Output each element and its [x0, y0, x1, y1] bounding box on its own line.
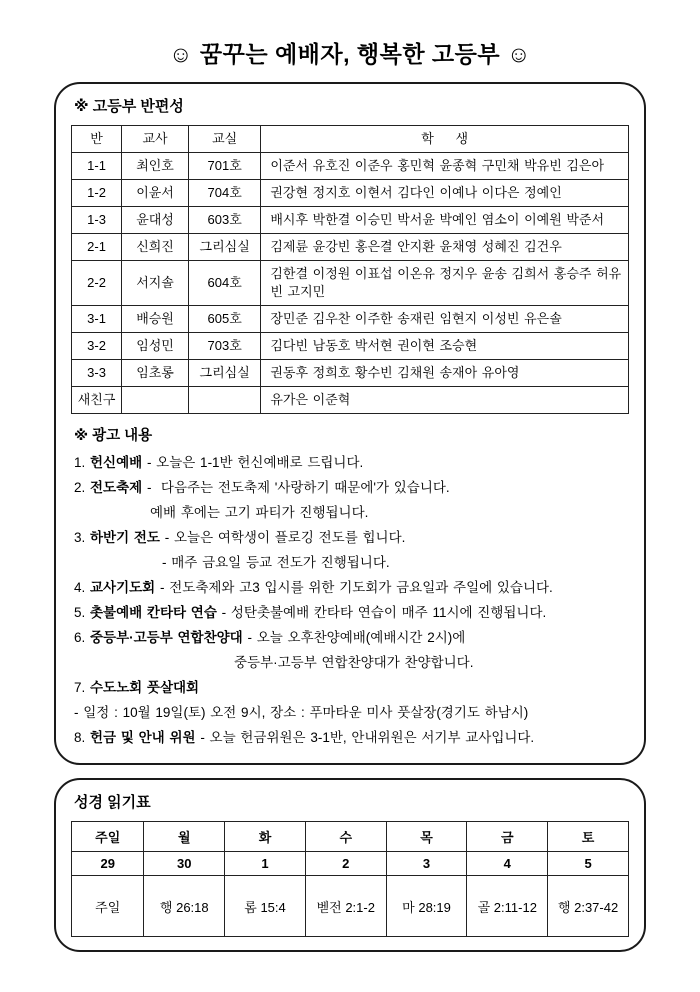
roster-cell-teacher: 임성민 — [122, 333, 189, 360]
roster-cell-room — [188, 387, 260, 414]
roster-row — [72, 360, 629, 387]
roster-cell-class: 2-2 — [72, 261, 122, 306]
announcement-line-3: 3. 하반기 전도 - 오늘은 여학생이 플로깅 전도를 힙니다. — [74, 530, 406, 545]
announcement-line-8: 8. 헌금 및 안내 위원 - 오늘 헌금위원은 3-1반, 안내위원은 서기부 교사입니다. — [74, 730, 535, 745]
roster-cell-students: 유가은 이준혁 — [261, 387, 629, 414]
roster-cell-room: 603호 — [188, 207, 260, 234]
bible-dates-row — [72, 852, 629, 876]
roster-cell-room: 605호 — [188, 306, 260, 333]
roster-header-room: 교실 — [188, 126, 260, 153]
bible-table — [71, 821, 629, 937]
bible-reading-cell: 마 28:19 — [386, 876, 467, 937]
roster-header-students: 학 생 — [261, 126, 629, 153]
bible-date-cell: 29 — [72, 852, 144, 876]
roster-cell-class: 3-2 — [72, 333, 122, 360]
bible-reading-box — [54, 778, 646, 952]
bible-reading-cell: 행 2:37-42 — [548, 876, 629, 937]
roster-cell-teacher: 배승원 — [122, 306, 189, 333]
roster-cell-class: 새친구 — [72, 387, 122, 414]
roster-row — [72, 306, 629, 333]
roster-header-class: 반 — [72, 126, 122, 153]
bible-day-header: 월 — [144, 822, 225, 852]
bible-date-cell: 1 — [225, 852, 306, 876]
bible-day-header: 수 — [305, 822, 386, 852]
announcement-line-3-cont: - 매주 금요일 등교 전도가 진행됩니다. — [162, 555, 390, 570]
bible-day-header: 목 — [386, 822, 467, 852]
bible-reading-cell: 골 2:11-12 — [467, 876, 548, 937]
roster-cell-teacher: 신희진 — [122, 234, 189, 261]
bible-date-cell: 3 — [386, 852, 467, 876]
roster-cell-students: 김한결 이정원 이표섭 이온유 정지우 윤송 김희서 홍승주 허유빈 고지민 — [261, 261, 629, 306]
bible-date-cell: 2 — [305, 852, 386, 876]
announcement-line-4: 4. 교사기도회 - 전도축제와 고3 입시를 위한 기도회가 금요일과 주일에 있습니다. — [74, 580, 553, 595]
roster-cell-students: 김다빈 남동호 박서현 권이현 조승현 — [261, 333, 629, 360]
roster-cell-students: 권동후 정희호 황수빈 김채원 송재아 유아영 — [261, 360, 629, 387]
bible-date-cell: 4 — [467, 852, 548, 876]
bible-date-cell: 5 — [548, 852, 629, 876]
bible-day-header: 금 — [467, 822, 548, 852]
roster-cell-room: 그리심실 — [188, 360, 260, 387]
roster-row — [72, 207, 629, 234]
announcement-line-7-cont: - 일정 : 10월 19일(토) 오전 9시, 장소 : 푸마타운 미사 풋살장(경기도 하남시) — [74, 705, 529, 720]
roster-cell-class: 3-1 — [72, 306, 122, 333]
roster-row — [72, 234, 629, 261]
roster-cell-class: 1-2 — [72, 180, 122, 207]
bible-reading-cell: 벧전 2:1-2 — [305, 876, 386, 937]
roster-row — [72, 180, 629, 207]
roster-cell-students: 배시후 박한결 이승민 박서윤 박예인 염소이 이예원 박준서 — [261, 207, 629, 234]
bible-section-title: 성경 읽기표 — [74, 794, 151, 811]
roster-cell-room: 그리심실 — [188, 234, 260, 261]
bible-reading-cell: 주일 — [72, 876, 144, 937]
announcement-line-1: 1. 헌신예배 - 오늘은 1-1반 헌신예배로 드립니다. — [74, 455, 364, 470]
roster-announcements-box — [54, 82, 646, 765]
bible-date-cell: 30 — [144, 852, 225, 876]
bible-day-header: 주일 — [72, 822, 144, 852]
roster-cell-teacher: 임초롱 — [122, 360, 189, 387]
roster-cell-students: 장민준 김우찬 이주한 송재린 임현지 이성빈 유은솔 — [261, 306, 629, 333]
bible-day-header: 화 — [225, 822, 306, 852]
bible-day-header: 토 — [548, 822, 629, 852]
roster-cell-teacher: 이윤서 — [122, 180, 189, 207]
roster-cell-teacher — [122, 387, 189, 414]
roster-cell-students: 권강현 정지호 이현서 김다인 이예나 이다은 정예인 — [261, 180, 629, 207]
roster-header-teacher: 교사 — [122, 126, 189, 153]
announcements-section-title: ※ 광고 내용 — [74, 428, 153, 444]
bible-reading-cell: 롬 15:4 — [225, 876, 306, 937]
roster-cell-teacher: 서지솔 — [122, 261, 189, 306]
roster-row — [72, 387, 629, 414]
page-title: ☺ 꿈꾸는 예배자, 행복한 고등부 ☺ — [169, 41, 531, 67]
roster-cell-room: 703호 — [188, 333, 260, 360]
roster-row — [72, 333, 629, 360]
roster-cell-room: 704호 — [188, 180, 260, 207]
announcement-line-6: 6. 중등부·고등부 연합찬양대 - 오늘 오후찬양예배(예배시간 2시)에 — [74, 630, 466, 645]
bible-reading-cell: 행 26:18 — [144, 876, 225, 937]
announcement-line-6-cont: 중등부·고등부 연합찬양대가 찬양합니다. — [234, 655, 474, 670]
roster-cell-students: 김제륜 윤강빈 홍은결 안지환 윤채영 성혜진 김건우 — [261, 234, 629, 261]
roster-cell-class: 3-3 — [72, 360, 122, 387]
roster-cell-students: 이준서 유호진 이준우 홍민혁 윤종혁 구민채 박유빈 김은아 — [261, 153, 629, 180]
bible-header-row — [72, 822, 629, 852]
announcement-line-2: 2. 전도축제 - 다음주는 전도축제 '사랑하기 때문에'가 있습니다. — [74, 480, 450, 495]
bible-readings-row — [72, 876, 629, 937]
roster-cell-class: 1-3 — [72, 207, 122, 234]
announcement-line-2-cont: 예배 후에는 고기 파티가 진행됩니다. — [150, 505, 369, 520]
roster-cell-class: 1-1 — [72, 153, 122, 180]
roster-cell-room: 604호 — [188, 261, 260, 306]
announcement-line-7: 7. 수도노회 풋살대회 — [74, 680, 200, 695]
roster-cell-teacher: 윤대성 — [122, 207, 189, 234]
roster-row — [72, 153, 629, 180]
announcement-line-5: 5. 촛불예배 칸타타 연습 - 성탄촛불예배 칸타타 연습이 매주 11시에 진행됩니다. — [74, 605, 547, 620]
roster-table — [71, 125, 629, 414]
roster-cell-room: 701호 — [188, 153, 260, 180]
roster-row — [72, 261, 629, 306]
roster-header-row — [72, 126, 629, 153]
roster-cell-class: 2-1 — [72, 234, 122, 261]
roster-section-title: ※ 고등부 반편성 — [74, 98, 184, 115]
roster-cell-teacher: 최인호 — [122, 153, 189, 180]
